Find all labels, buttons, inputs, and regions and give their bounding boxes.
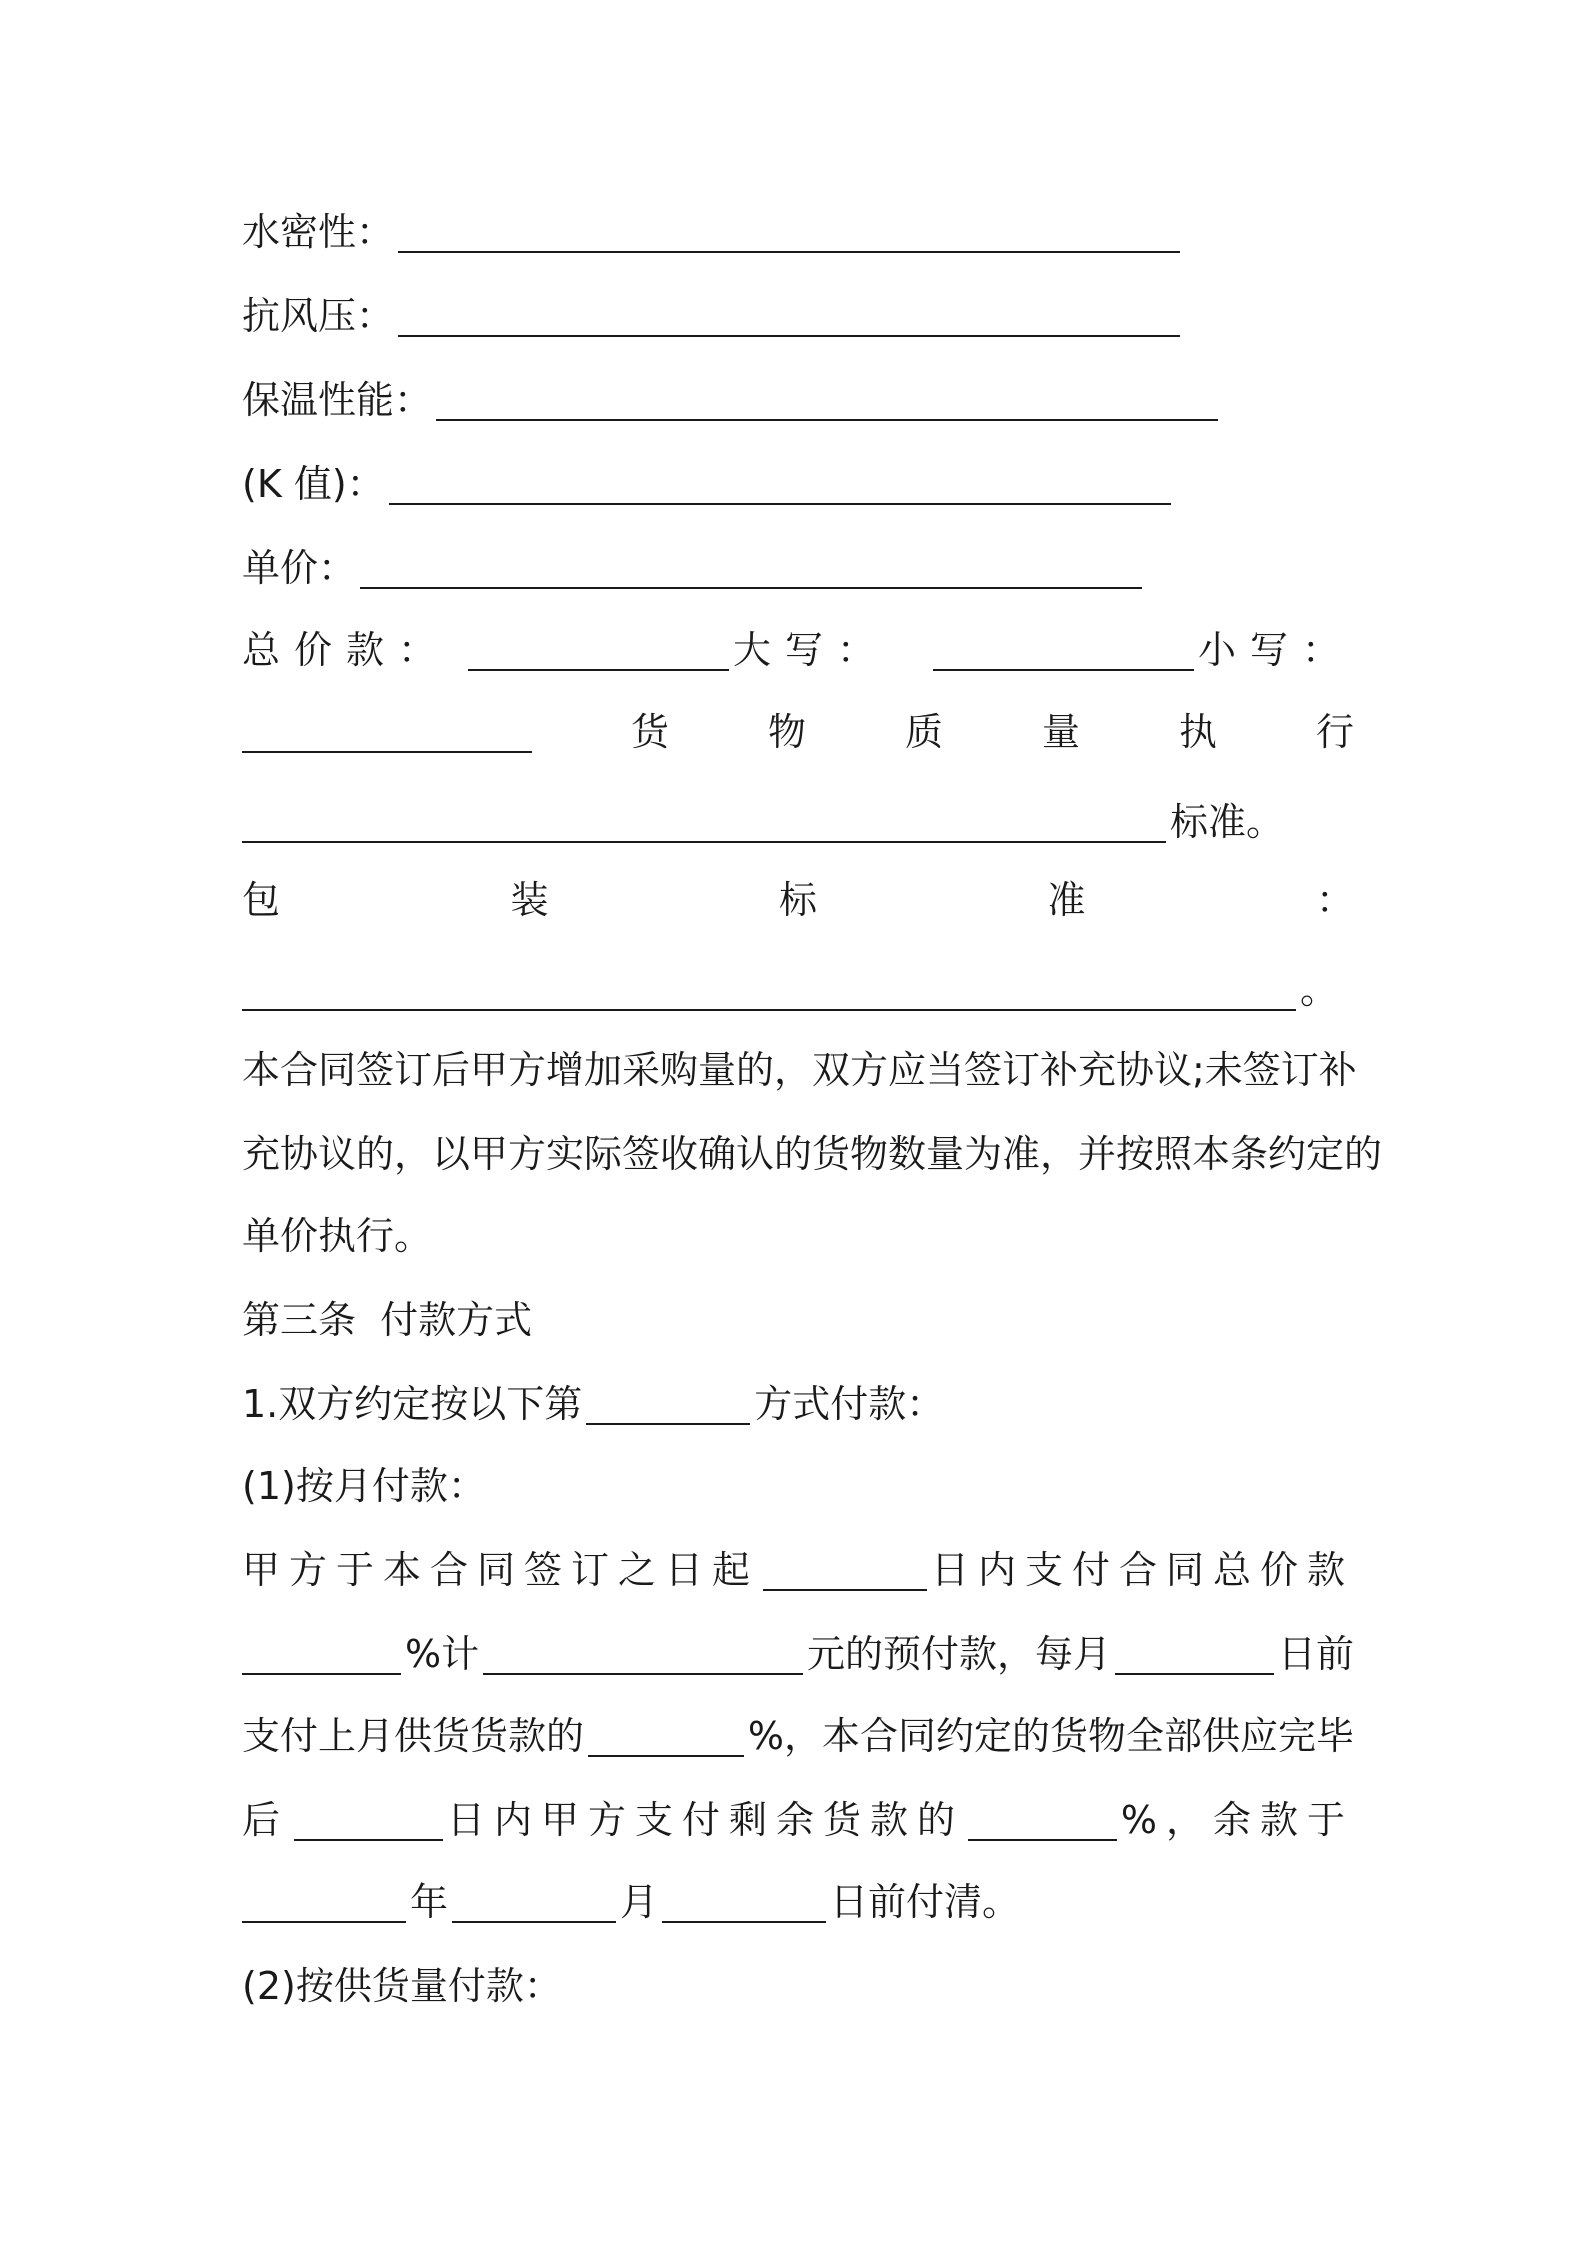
percent-blank[interactable] — [242, 1633, 401, 1675]
last-month-percent-blank[interactable] — [588, 1715, 744, 1757]
monthly-line-3 — [242, 1706, 1354, 1766]
daxie-blank[interactable] — [933, 629, 1194, 671]
packaging-char: 包 — [242, 878, 281, 922]
paragraph-line — [242, 1040, 1357, 1100]
insulation-line — [242, 370, 1222, 430]
article-3-title: 第三条 付款方式 — [242, 1298, 533, 1342]
monthly-line-5 — [242, 1872, 1020, 1932]
daxie-label: 大写： — [732, 628, 889, 672]
water-tightness-blank[interactable] — [398, 211, 1180, 253]
standard-suffix: 标准。 — [1170, 800, 1285, 844]
quality-char: 货 — [630, 710, 669, 754]
monthly-text: 月 — [620, 1880, 659, 1924]
remaining-percent-blank[interactable] — [968, 1799, 1117, 1841]
water-tightness-line — [242, 202, 1184, 262]
paragraph-text: 本合同签订后甲方增加采购量的，双方应当签订补充协议;未签订补 — [242, 1048, 1357, 1092]
end-mark: 。 — [1300, 968, 1339, 1012]
payment-method-pre: 1.双方约定按以下第 — [242, 1382, 583, 1426]
monthly-payment-title: (1)按月付款： — [242, 1464, 486, 1508]
payment-method-line — [242, 1374, 944, 1434]
monthly-text: %，本合同约定的货物全部供应完毕 — [747, 1714, 1354, 1758]
day-blank[interactable] — [662, 1881, 826, 1923]
payment-method-post: 方式付款： — [754, 1382, 945, 1426]
total-price-blank[interactable] — [468, 629, 729, 671]
quality-char: 行 — [1315, 710, 1354, 754]
wind-pressure-line — [242, 286, 1184, 346]
packaging-blank[interactable] — [242, 969, 1296, 1011]
monthly-text: 日内甲方支付剩余货款的 — [446, 1798, 964, 1842]
month-blank[interactable] — [452, 1881, 616, 1923]
packaging-char: 标 — [778, 878, 817, 922]
wind-pressure-blank[interactable] — [398, 295, 1180, 337]
monthly-text: 后 — [242, 1798, 281, 1842]
monthly-line-4 — [242, 1790, 1354, 1850]
monthly-text: 年 — [410, 1880, 449, 1924]
monthly-payment-heading — [242, 1456, 486, 1516]
monthly-text: 支付上月供货货款的 — [242, 1714, 585, 1758]
total-price-label: 总价款： — [242, 628, 451, 672]
year-blank[interactable] — [242, 1881, 406, 1923]
quality-char: 量 — [1041, 710, 1080, 754]
unit-price-blank[interactable] — [360, 547, 1142, 589]
xiaoxie-blank[interactable] — [242, 711, 532, 753]
xiaoxie-label: 小写： — [1197, 628, 1354, 672]
quality-standard-line — [242, 792, 1284, 852]
monthly-text: %计 — [404, 1632, 480, 1676]
remaining-days-blank[interactable] — [294, 1799, 443, 1841]
days-blank[interactable] — [763, 1549, 927, 1591]
packaging-line — [242, 870, 1354, 930]
article-3-heading — [242, 1290, 532, 1350]
total-price-line — [242, 620, 1354, 680]
k-value-blank[interactable] — [389, 463, 1171, 505]
amount-blank[interactable] — [483, 1633, 803, 1675]
wind-pressure-label: 抗风压： — [242, 294, 395, 338]
monthly-day-blank[interactable] — [1115, 1633, 1274, 1675]
quality-standard-blank[interactable] — [242, 801, 1166, 843]
packaging-char: 装 — [510, 878, 549, 922]
packaging-char: 准 — [1047, 878, 1086, 922]
paragraph-line — [242, 1206, 432, 1266]
insulation-label: 保温性能： — [242, 378, 433, 422]
water-tightness-label: 水密性： — [242, 210, 395, 254]
monthly-text: 元的预付款，每月 — [807, 1632, 1112, 1676]
supply-payment-heading — [242, 1956, 562, 2016]
quality-line — [242, 702, 1354, 762]
monthly-text: 日前 — [1278, 1632, 1355, 1676]
insulation-blank[interactable] — [436, 379, 1218, 421]
paragraph-text: 单价执行。 — [242, 1214, 433, 1258]
paragraph-text: 充协议的，以甲方实际签收确认的货物数量为准，并按照本条约定的 — [242, 1132, 1383, 1176]
packaging-blank-line — [242, 960, 1338, 1020]
supply-payment-title: (2)按供货量付款： — [242, 1964, 562, 2008]
monthly-line-1 — [242, 1540, 1354, 1600]
quality-char: 质 — [904, 710, 943, 754]
monthly-line-2 — [242, 1624, 1354, 1684]
k-value-line — [242, 454, 1175, 514]
unit-price-line — [242, 538, 1146, 598]
monthly-text: %，余款于 — [1120, 1798, 1354, 1842]
quality-char: 物 — [767, 710, 806, 754]
monthly-text: 日前付清。 — [830, 1880, 1021, 1924]
k-value-label: (K 值)： — [242, 462, 385, 506]
packaging-char: ： — [1315, 878, 1354, 922]
paragraph-line — [242, 1124, 1382, 1184]
monthly-text: 日内支付合同总价款 — [930, 1548, 1354, 1592]
quality-char: 执 — [1178, 710, 1217, 754]
unit-price-label: 单价： — [242, 546, 357, 590]
payment-method-blank[interactable] — [586, 1383, 750, 1425]
monthly-text: 甲方于本合同签订之日起 — [242, 1548, 760, 1592]
